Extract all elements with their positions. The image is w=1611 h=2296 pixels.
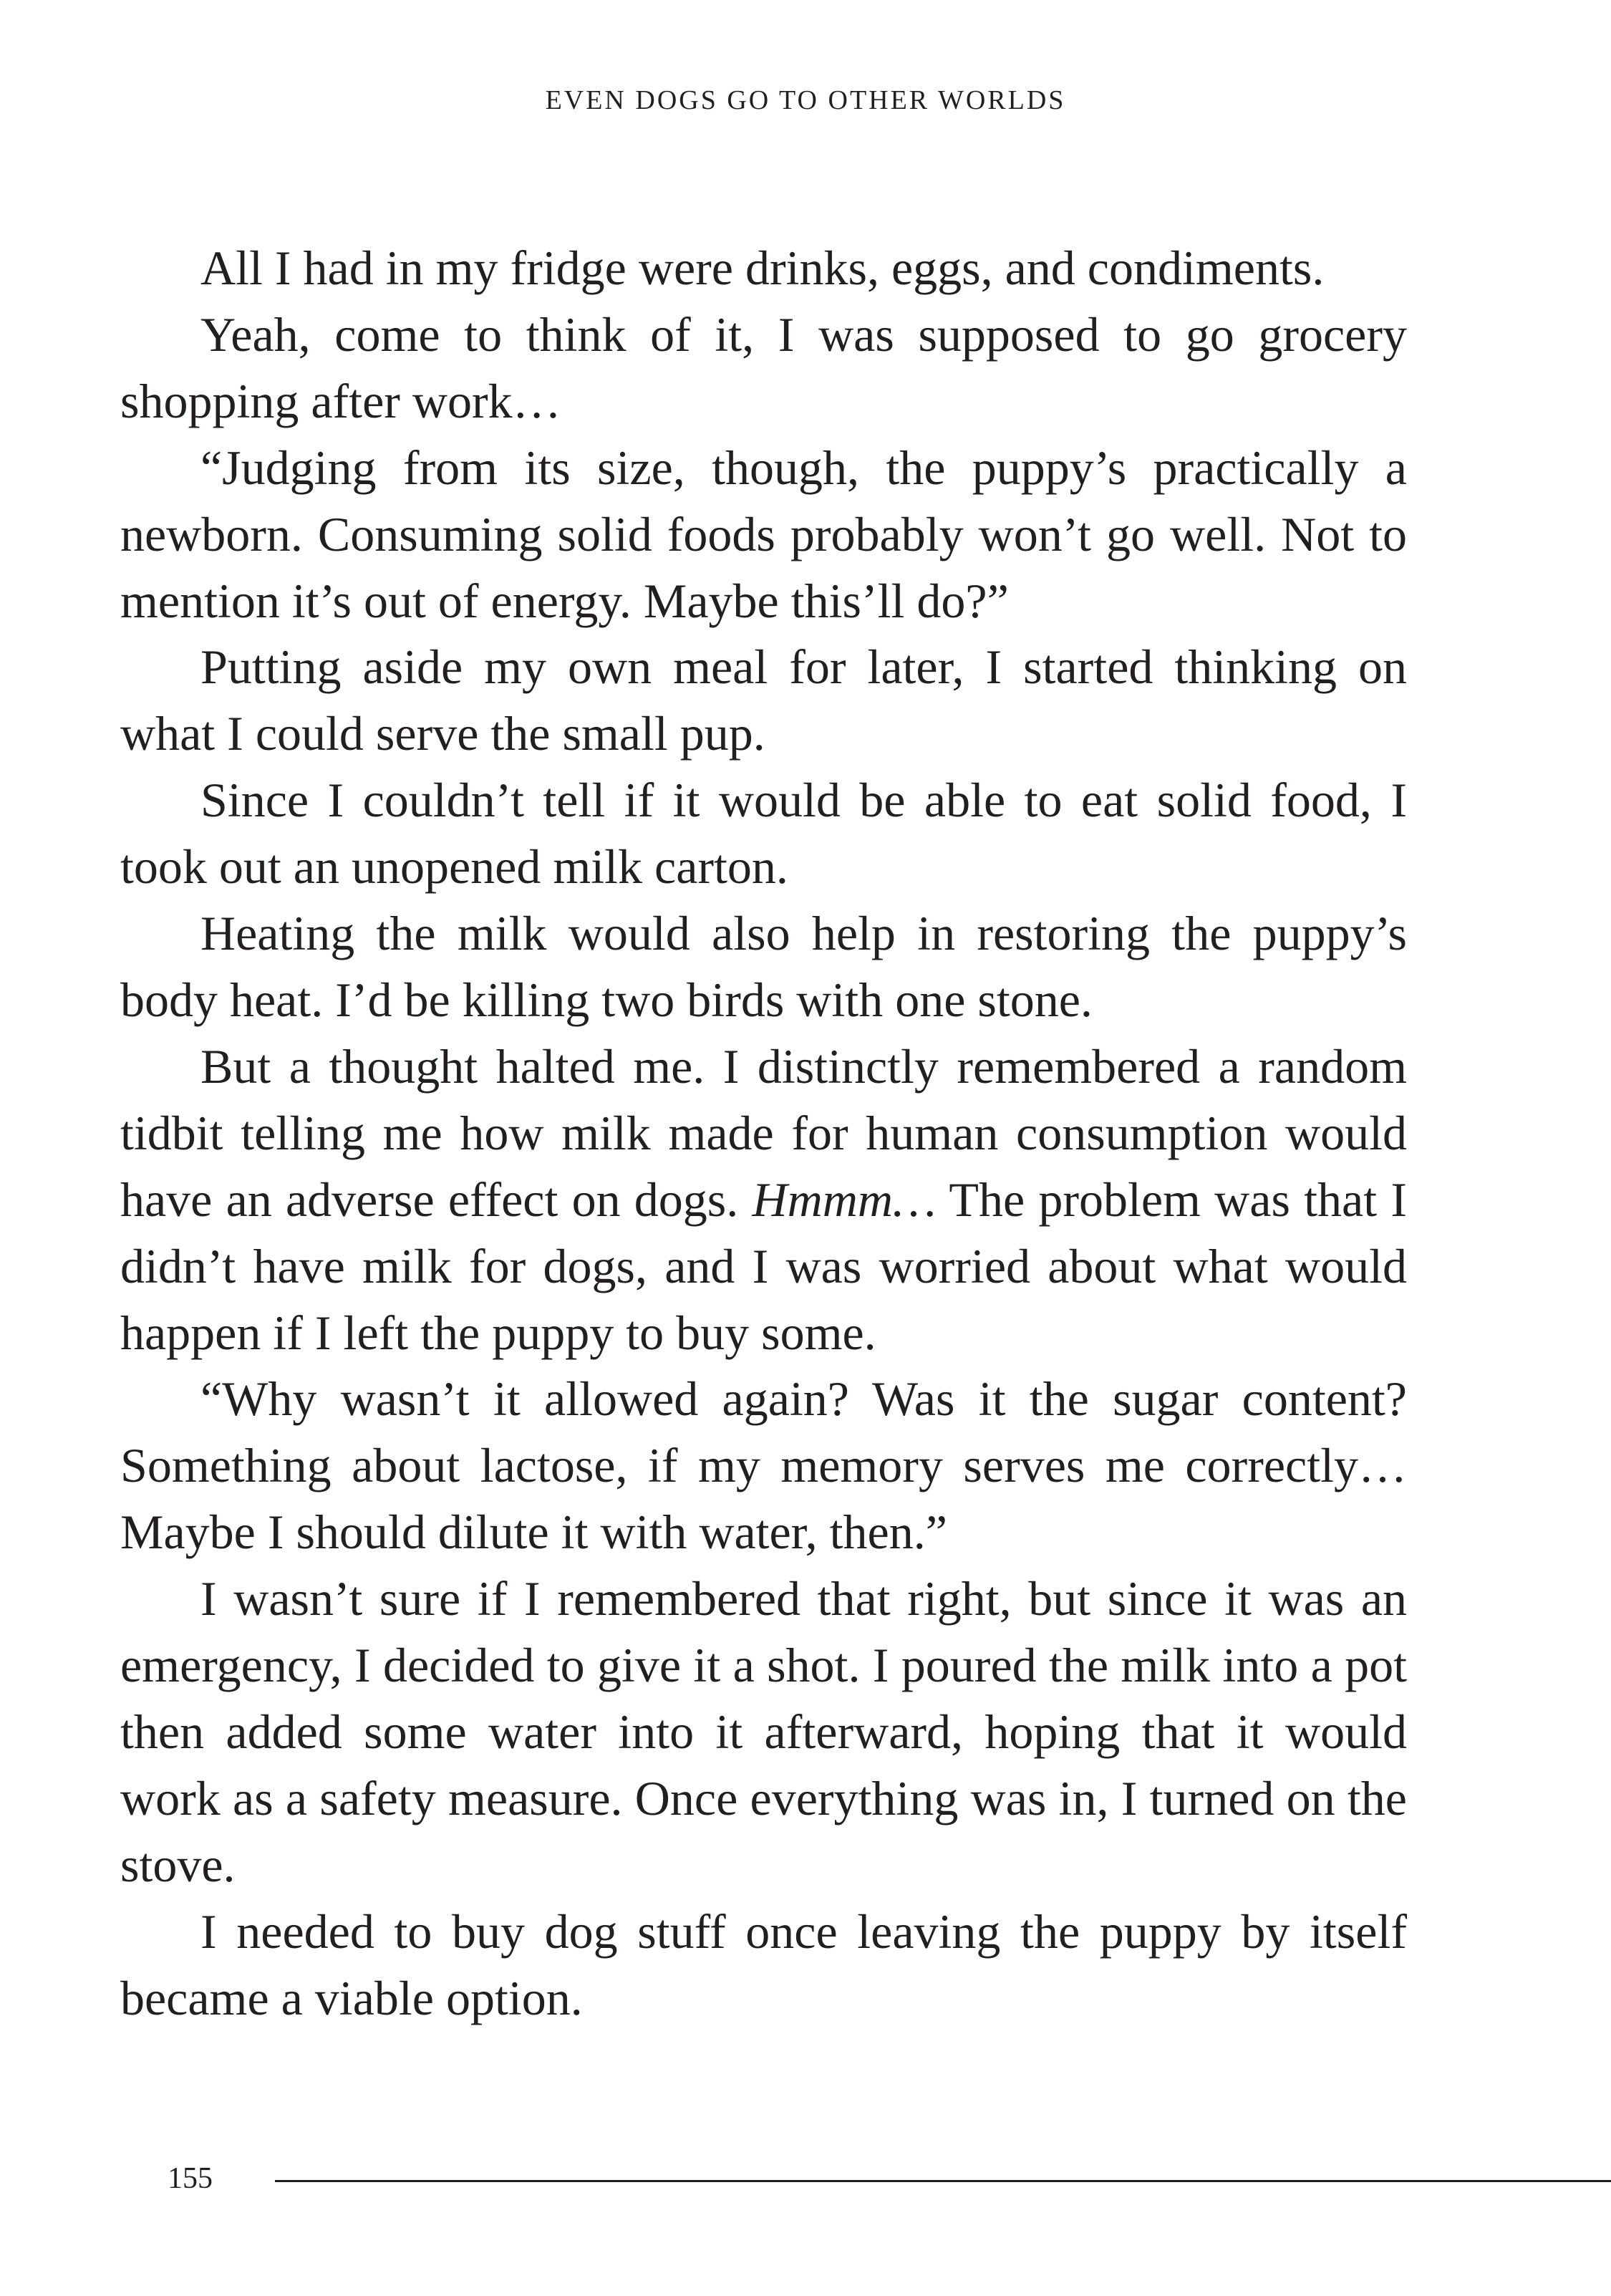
paragraph: I needed to buy dog stuff once leaving the puppy by itself became a viable option. [120,1904,1407,2025]
paragraph: Heating the milk would also help in restoring the puppy’s body heat. I’d be killing two birds with one stone. [120,906,1407,1027]
page-number: 155 [168,2162,213,2195]
paragraph: Since I couldn’t tell if it would be able to eat solid food, I took out an unopened milk carton. [120,773,1407,894]
paragraph: I wasn’t sure if I remembered that right, but since it was an emergency, I decided to give it a shot. I poured the milk into a pot then added some water into it afterward, hoping that it would work as a safety measure. Once everything was in, I turned on the stove. [120,1571,1407,1892]
paragraph: All I had in my fridge were drinks, eggs, and condiments. [200,241,1325,295]
body-text [120,235,1407,2031]
paragraph: “Judging from its size, though, the puppy’s practically a newborn. Consuming solid foods probably won’t go well. Not to mention it’s out of energy. Maybe this’ll do?” [120,440,1407,628]
italic-text: Hmmm… [752,1172,937,1227]
running-head: EVEN DOGS GO TO OTHER WORLDS [545,85,1066,115]
paragraph-text: The problem was that I didn’t have milk for dogs, and I was worried about what would happen if I left the puppy to buy some. [120,1172,1407,1360]
paragraph [120,1033,1407,1366]
paragraph: Putting aside my own meal for later, I started thinking on what I could serve the small pup. [120,640,1407,761]
footer-rule [275,2180,1611,2182]
paragraph: “Why wasn’t it allowed again? Was it the sugar content? Something about lactose, if my memory serves me correctly… Maybe I should dilute it with water, then.” [120,1371,1407,1560]
paragraph-text: But a thought halted me. I distinctly remembered a random tidbit telling me how milk made for human consumption would have an adverse effect on dogs. [120,1038,1407,1227]
paragraph: Yeah, come to think of it, I was supposed to go grocery shopping after work… [120,307,1407,428]
